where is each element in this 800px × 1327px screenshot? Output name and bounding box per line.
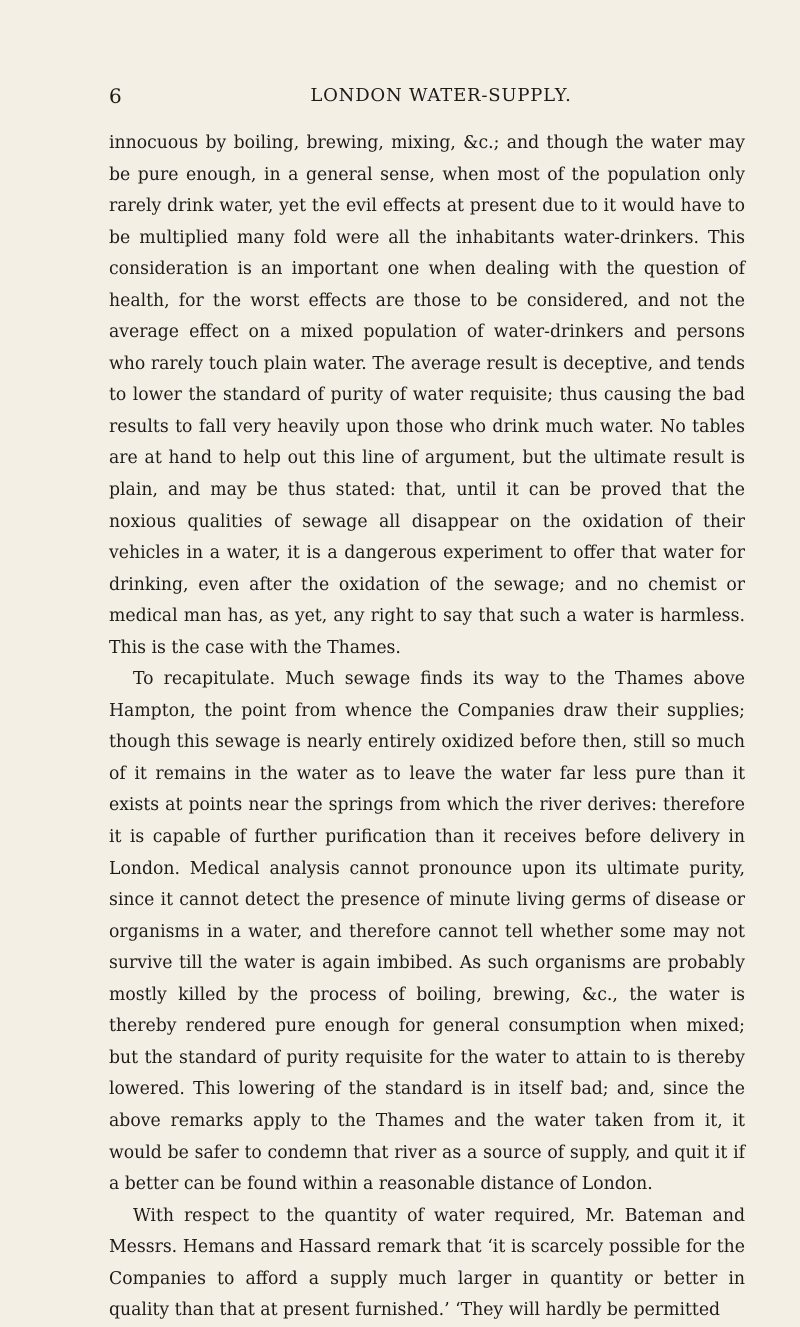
paragraph-1: innocuous by boiling, brewing, mixing, &c.; and though the water may be pure enough, in a general sense, when most of the population only rarely drink water, yet the evil effects at present due to it would have to be multiplied many fold were all the inhabitants water-drinkers. This consideration is an important one when dealing with the question of health, for the worst effects are those to be considered, and not the average effect on a mixed population of water-drinkers and persons who rarely touch plain water. The average result is deceptive, and tends to lower the standard of purity of water requisite; thus causing the bad results to fall very heavily upon those who drink much water. No tables are at hand to help out this line of argument, but the ultimate result is plain, and may be thus stated: that, until it can be proved that the noxious qualities of sewage all disappear on the oxidation of their vehicles in a water, it is a dangerous experiment to offer that water for drinking, even after the oxidation of the sewage; and no chemist or medical man has, as yet, any right to say that such a water is harmless. This is the case with the Thames. [109, 133, 745, 658]
paragraph-2: To recapitulate. Much sewage finds its way to the Thames above Hampton, the point from whence the Companies draw their supplies; though this sewage is nearly entirely oxidized before then, still so much of it remains in the water as to leave the water far less pure than it exists at points near the springs from which the river derives: therefore it is capable of further purification than it receives before delivery in London. Medical analysis cannot pronounce upon its ultimate purity, since it cannot detect the presence of minute living germs of disease or organisms in a water, and therefore cannot tell whether some may not survive till the water is again imbibed. As such organisms are probably mostly killed by the process of boiling, brewing, &c., the water is thereby rendered pure enough for general consumption when mixed; but the standard of purity requisite for the water to attain to is thereby lowered. This lowering of the standard is in itself bad; and, since the above remarks apply to the Thames and the water taken from it, it would be safer to condemn that river as a source of supply, and quit it if a better can be found within a reasonable distance of London. [109, 669, 745, 1195]
running-title: LONDON WATER-SUPPLY. [310, 85, 572, 106]
paragraph-3: With respect to the quantity of water required, Mr. Bateman and Messrs. Hemans and Hassard remark that ‘it is scarcely possible for the Companies to afford a supply much larger in quantity or better in quality than that at present furnished.’ ‘They will hardly be permitted [109, 1205, 745, 1321]
page-number: 6 [109, 84, 123, 108]
body-text [109, 128, 745, 1327]
running-head [109, 84, 745, 112]
